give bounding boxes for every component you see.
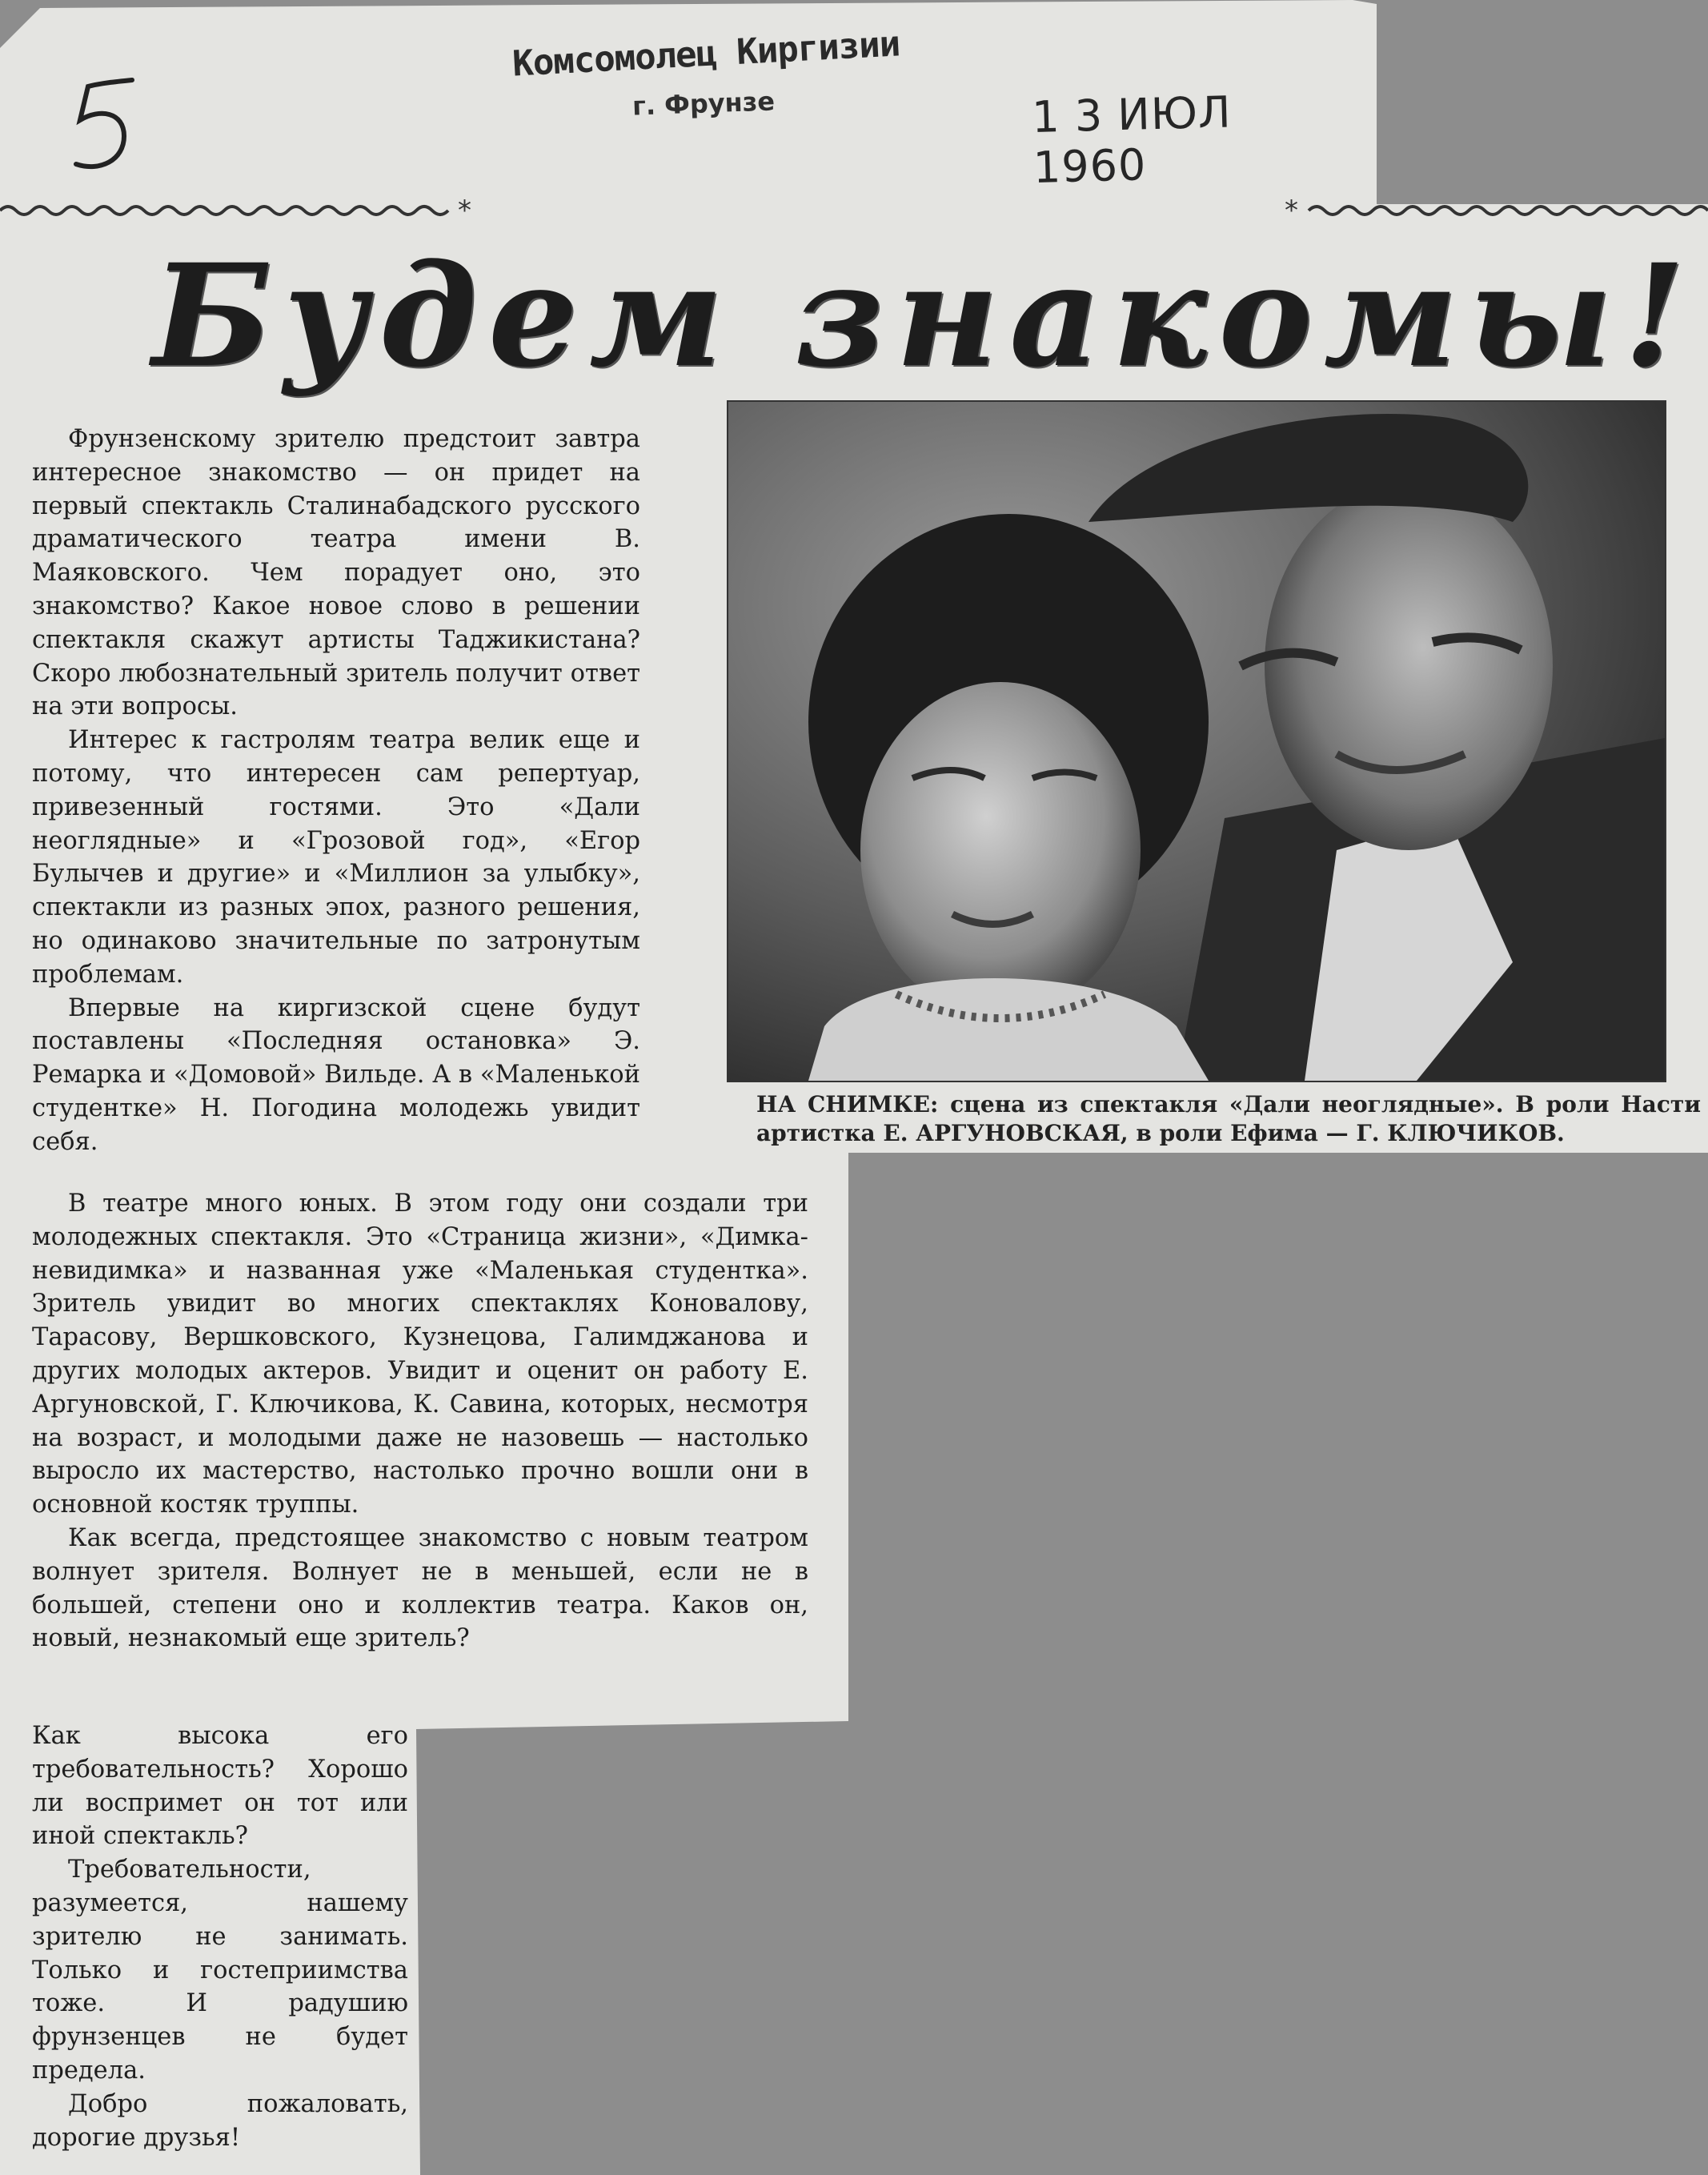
- newspaper-name-stamp: Комсомолец Киргизии: [511, 23, 901, 85]
- article-headline: Будем знакомы!: [152, 233, 1697, 399]
- decorative-wavy-rule-right: [1285, 199, 1708, 223]
- decorative-wavy-rule-left: [0, 199, 480, 223]
- article-paragraph: Фрунзенскому зрителю предстоит завтра интересное знакомство — он придет на первый спектакль Сталинабадского русского драматического театра имени В. Маяковского. Чем порадует оно, это знакомство? Какое новое слово в решении спектакля скажут артисты Таджикистана? Скоро любознательный зритель получит ответ на эти вопросы.: [32, 425, 640, 721]
- article-column-lower: [32, 1720, 408, 2154]
- article-paragraph: В театре много юных. В этом году они создали три молодежных спектакля. Это «Страница жизни», «Димка-невидимка» и названная уже «Маленькая студентка». Зритель увидит во многих спектаклях Коновалову, Тарасову, Вершковского, Кузнецова, Галимджанова и других молодых актеров. Увидит и оценит он работу Е. Аргуновской, Г. Ключикова, К. Савина, которых, несмотря на возраст, и молодыми даже не назовешь — настолько выросло их мастерство, настолько прочно вошли они в основной костяк труппы.: [32, 1190, 808, 1519]
- photo-illustration: [728, 402, 1665, 1081]
- article-paragraph: Интерес к гастролям театра велик еще и потому, что интересен сам репертуар, привезенный гостями. Это «Дали неоглядные» и «Грозовой год», «Егор Булычев и другие» и «Миллион за улыбку», спектакли из разных эпох, разного решения, но одинаково значительные по затронутым проблемам.: [32, 726, 640, 989]
- article-column-middle: [32, 1187, 808, 1655]
- article-paragraph: Добро пожаловать, дорогие друзья!: [32, 2089, 408, 2152]
- article-paragraph: Как высока его требовательность? Хорошо ли воспримет он тот или иной спектакль?: [32, 1722, 408, 1851]
- theatre-scene-photo: [727, 400, 1666, 1082]
- photo-caption: НА СНИМКЕ: сцена из спектакля «Дали неоглядные». В роли Насти артистка Е. АРГУНОВСКАЯ, в роли Ефима — Г. КЛЮЧИКОВ.: [756, 1091, 1701, 1146]
- city-stamp: г. Фрунзе: [631, 86, 776, 122]
- date-stamp: 1 3 ИЮЛ 1960: [1031, 86, 1233, 193]
- svg-text:*: *: [458, 199, 471, 223]
- article-paragraph: Требовательности, разумеется, нашему зрителю не занимать. Только и гостеприимства тоже. И радушию фрунзенцев не будет предела.: [32, 1856, 408, 2085]
- svg-text:*: *: [1285, 199, 1298, 223]
- article-paragraph: Впервые на киргизской сцене будут поставлены «Последняя остановка» Э. Ремарка и «Домовой» Вильде. А в «Маленькой студентке» Н. Погодина молодежь увидит себя.: [32, 993, 640, 1156]
- article-paragraph: Как всегда, предстоящее знакомство с новым театром волнует зрителя. Волнует не в меньшей, если не в большей, степени оно и коллектив театра. Каков он, новый, незнакомый еще зритель?: [32, 1523, 808, 1653]
- article-column-upper: [32, 423, 640, 1159]
- handwritten-page-number: [56, 64, 152, 184]
